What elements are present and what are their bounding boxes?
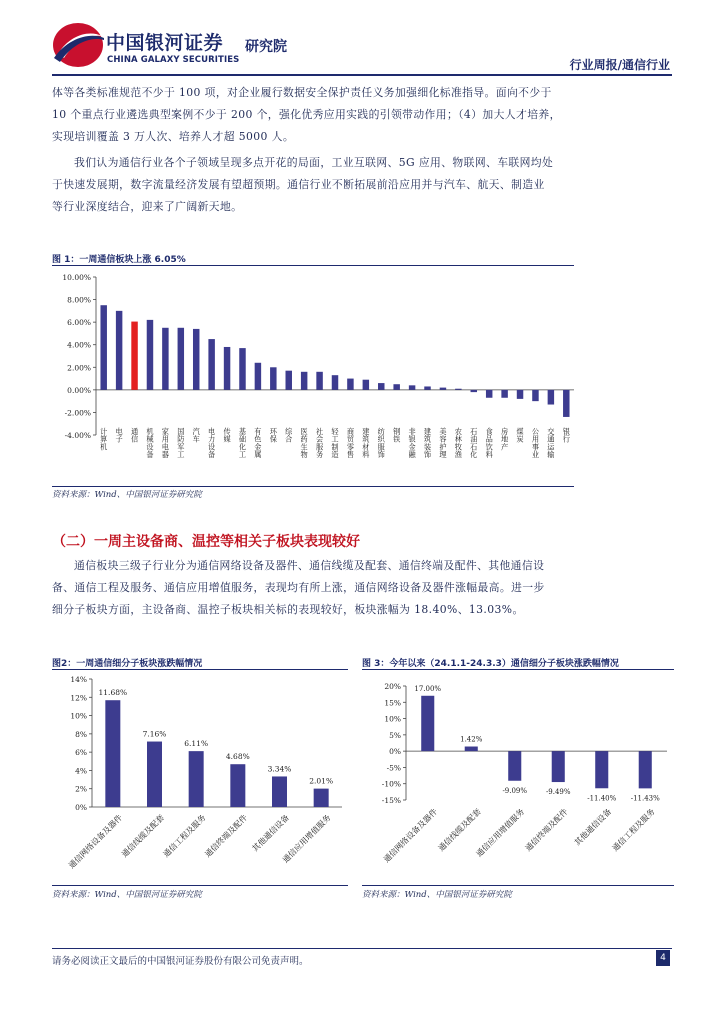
x-tick-label: 传媒 xyxy=(223,427,231,444)
x-tick-label: 公用事业 xyxy=(531,427,540,460)
chart-bar xyxy=(239,348,245,390)
x-tick-label: 商贸零售 xyxy=(346,427,355,460)
x-tick-label: 通信网络设备及器件 xyxy=(381,807,440,865)
data-label: 6.11% xyxy=(184,739,209,749)
y-tick-label: 14% xyxy=(70,675,87,684)
y-tick-label: 15% xyxy=(384,698,401,708)
chart-bar xyxy=(393,384,399,390)
x-tick-label: 建筑装饰 xyxy=(423,427,432,460)
y-tick-label: 0% xyxy=(75,803,87,812)
chart-bar xyxy=(270,367,276,390)
chart-bar xyxy=(255,363,261,390)
chart-bar xyxy=(639,751,652,788)
data-label: 4.68% xyxy=(225,752,250,762)
x-tick-label: 通信 xyxy=(130,427,139,444)
y-tick-label: -2.00% xyxy=(64,408,91,418)
figure1-title: 图 1：一周通信板块上涨 6.05% xyxy=(52,255,186,265)
section2-paragraph xyxy=(52,555,674,621)
chart-bar xyxy=(409,385,415,390)
data-label: -11.40% xyxy=(587,794,617,803)
x-tick-label: 电力设备 xyxy=(208,427,216,460)
figure3-top-rule xyxy=(362,669,674,670)
chart-bar xyxy=(314,789,329,807)
figure2-source: 资料来源：Wind、中国银河证券研究院 xyxy=(52,890,202,900)
figure3-chart xyxy=(362,672,674,884)
section-heading: （二）一周主设备商、温控等相关子板块表现较好 xyxy=(52,534,360,550)
x-tick-label: 通信工程及服务 xyxy=(610,807,657,854)
company-name-cn: 中国银河证券 xyxy=(106,32,224,54)
data-label: -11.43% xyxy=(630,794,660,803)
chart-bar xyxy=(363,380,369,390)
x-tick-label: 汽车 xyxy=(192,427,200,444)
data-label: 7.16% xyxy=(142,729,167,739)
chart-bar xyxy=(486,390,492,398)
x-tick-label: 国防军工 xyxy=(177,427,185,460)
chart-bar xyxy=(471,390,477,392)
text-line: 10 个重点行业遴选典型案例不少于 200 个，强化优秀应用实践的引领带动作用；（4）加大人才培养， xyxy=(52,108,561,121)
y-tick-label: 2% xyxy=(75,784,87,794)
data-label: -9.09% xyxy=(502,786,528,795)
x-tick-label: 环保 xyxy=(269,427,277,444)
y-tick-label: -5% xyxy=(386,763,401,773)
y-tick-label: 10% xyxy=(70,711,87,721)
report-type: 行业周报/通信行业 xyxy=(569,58,670,72)
chart-bar xyxy=(501,390,507,398)
text-line: 实现培训覆盖 3 万人次、培养人才超 5000 人。 xyxy=(52,130,295,143)
x-tick-label: 轻工制造 xyxy=(331,427,339,460)
footer-disclaimer: 请务必阅读正文最后的中国银河证券股份有限公司免责声明。 xyxy=(52,956,309,967)
x-tick-label: 医药生物 xyxy=(300,427,308,460)
x-tick-label: 机械设备 xyxy=(146,427,154,460)
data-label: 17.00% xyxy=(414,684,442,693)
x-tick-label: 美容护理 xyxy=(439,427,447,460)
company-name-en: CHINA GALAXY SECURITIES xyxy=(107,55,240,65)
x-tick-label: 钢铁 xyxy=(393,427,401,444)
chart-bar xyxy=(552,751,565,782)
x-tick-label: 社会服务 xyxy=(315,427,324,460)
x-tick-label: 建筑材料 xyxy=(362,427,370,460)
text-line: 细分子板块方面，主设备商、温控子板块相关标的表现较好，板块涨幅为 18.40%、13.03%。 xyxy=(52,603,524,616)
chart-bar xyxy=(193,329,199,390)
chart-bar xyxy=(347,379,353,390)
chart-bar xyxy=(272,776,287,807)
figure2-top-rule xyxy=(52,669,348,670)
x-tick-label: 通信线缆及配套 xyxy=(436,807,483,854)
intro-paragraph-2 xyxy=(52,152,674,218)
x-tick-label: 非银金融 xyxy=(408,427,416,460)
chart-bar xyxy=(286,371,292,390)
y-tick-label: 5% xyxy=(389,730,401,740)
y-tick-label: -10% xyxy=(381,779,401,789)
research-label: 研究院 xyxy=(245,39,287,55)
chart-bar xyxy=(455,389,461,390)
chart-bar xyxy=(105,700,120,807)
y-tick-label: 8.00% xyxy=(67,295,91,305)
x-tick-label: 其他通信设备 xyxy=(250,813,291,854)
y-tick-label: -4.00% xyxy=(64,431,91,440)
chart-bar xyxy=(532,390,538,401)
x-tick-label: 农林牧渔 xyxy=(454,427,462,460)
y-tick-label: 12% xyxy=(70,693,87,703)
x-tick-label: 有色金属 xyxy=(254,427,262,460)
figure3-bottom-rule xyxy=(362,885,674,886)
x-tick-label: 基础化工 xyxy=(238,427,247,460)
chart-bar xyxy=(131,322,137,390)
x-tick-label: 通信线缆及配套 xyxy=(119,813,166,860)
data-label: 11.68% xyxy=(98,688,128,698)
figure1-top-rule xyxy=(52,265,574,266)
y-tick-label: 8% xyxy=(75,729,87,739)
y-tick-label: -15% xyxy=(381,796,401,805)
chart-bar xyxy=(440,388,446,390)
text-line: 于快速发展期，数字流量经济发展有望超预期。通信行业不断拓展前沿应用并与汽车、航天、制造业 xyxy=(52,178,545,191)
figure1-bottom-rule xyxy=(52,486,574,487)
y-tick-label: 10.00% xyxy=(62,273,91,282)
chart-bar xyxy=(162,328,168,390)
chart-bar xyxy=(116,311,122,390)
x-tick-label: 交通运输 xyxy=(547,427,555,460)
x-tick-label: 通信终端及配件 xyxy=(203,813,250,860)
chart-bar xyxy=(301,372,307,390)
x-tick-label: 家用电器 xyxy=(161,427,169,460)
text-line: 体等各类标准规范不少于 100 项，对企业履行数据安全保护责任义务加强细化标准指导。面向不少于 xyxy=(52,86,552,99)
y-tick-label: 4% xyxy=(75,766,87,776)
chart-bar xyxy=(378,383,384,390)
x-tick-label: 食品饮料 xyxy=(485,427,493,460)
chart-bar xyxy=(316,372,322,390)
x-tick-label: 电子 xyxy=(115,427,123,444)
chart-bar xyxy=(230,764,245,807)
header-divider xyxy=(52,74,672,76)
figure2-bottom-rule xyxy=(52,885,348,886)
figure1-source: 资料来源：Wind、中国银河证券研究院 xyxy=(52,490,202,500)
intro-paragraph-1 xyxy=(52,82,674,148)
text-line: 我们认为通信行业各个子领域呈现多点开花的局面，工业互联网、5G 应用、物联网、车联网均处 xyxy=(74,156,554,169)
chart-bar xyxy=(517,390,523,399)
text-line: 备、通信工程及服务、通信应用增值服务，表现均有所上涨，通信网络设备及器件涨幅最高。进一步 xyxy=(52,581,545,594)
x-tick-label: 煤炭 xyxy=(516,427,524,444)
chart-bar xyxy=(424,386,430,389)
x-tick-label: 计算机 xyxy=(100,427,108,452)
data-label: 3.34% xyxy=(267,764,292,774)
chart-bar xyxy=(465,747,478,752)
text-line: 通信板块三级子行业分为通信网络设备及器件、通信线缆及配套、通信终端及配件、其他通信设 xyxy=(74,559,545,572)
chart-bar xyxy=(189,751,204,807)
chart-bar xyxy=(224,347,230,390)
x-tick-label: 综合 xyxy=(285,427,293,444)
chart-bar xyxy=(332,375,338,390)
y-tick-label: 6% xyxy=(75,748,87,758)
footer-divider xyxy=(52,948,672,949)
chart-bar xyxy=(147,320,153,390)
x-tick-label: 通信应用增值服务 xyxy=(280,813,333,865)
figure3-title: 图 3：今年以来（24.1.1-24.3.3）通信细分子板块涨跌幅情况 xyxy=(362,659,619,669)
chart-bar xyxy=(100,305,106,390)
y-tick-label: 10% xyxy=(384,714,401,724)
x-tick-label: 其他通信设备 xyxy=(572,807,614,848)
y-tick-label: 4.00% xyxy=(67,340,91,350)
y-tick-label: 0% xyxy=(389,747,401,757)
chart-bar xyxy=(508,751,521,781)
chart-bar xyxy=(208,339,214,390)
figure3-source: 资料来源：Wind、中国银河证券研究院 xyxy=(362,890,512,900)
data-label: 2.01% xyxy=(309,776,334,786)
x-tick-label: 房地产 xyxy=(501,427,509,452)
chart-bar xyxy=(548,390,554,405)
x-tick-label: 通信终端及配件 xyxy=(523,807,570,854)
text-line: 等行业深度结合，迎来了广阔新天地。 xyxy=(52,200,243,213)
chart-bar xyxy=(421,696,434,751)
chart-bar xyxy=(178,328,184,390)
galaxy-logo-icon xyxy=(50,20,106,70)
figure2-title: 图2：一周通信细分子板块涨跌幅情况 xyxy=(52,659,203,669)
x-tick-label: 通信网络设备及器件 xyxy=(66,813,125,871)
x-tick-label: 纺织服饰 xyxy=(377,427,385,460)
x-tick-label: 通信应用增值服务 xyxy=(474,807,527,859)
page-number: 4 xyxy=(656,950,670,966)
chart-bar xyxy=(147,742,162,807)
data-label: 1.42% xyxy=(460,735,483,744)
x-tick-label: 银行 xyxy=(562,427,570,444)
x-tick-label: 石油石化 xyxy=(470,427,478,460)
chart-bar xyxy=(563,390,569,417)
y-tick-label: 6.00% xyxy=(67,318,91,328)
data-label: -9.49% xyxy=(545,788,571,797)
figure1-chart xyxy=(52,268,576,484)
y-tick-label: 20% xyxy=(384,682,401,691)
chart-bar xyxy=(595,751,608,788)
y-tick-label: 2.00% xyxy=(67,363,91,373)
x-tick-label: 通信工程及服务 xyxy=(161,813,208,860)
figure2-chart xyxy=(52,672,348,884)
y-tick-label: 0.00% xyxy=(67,385,91,395)
